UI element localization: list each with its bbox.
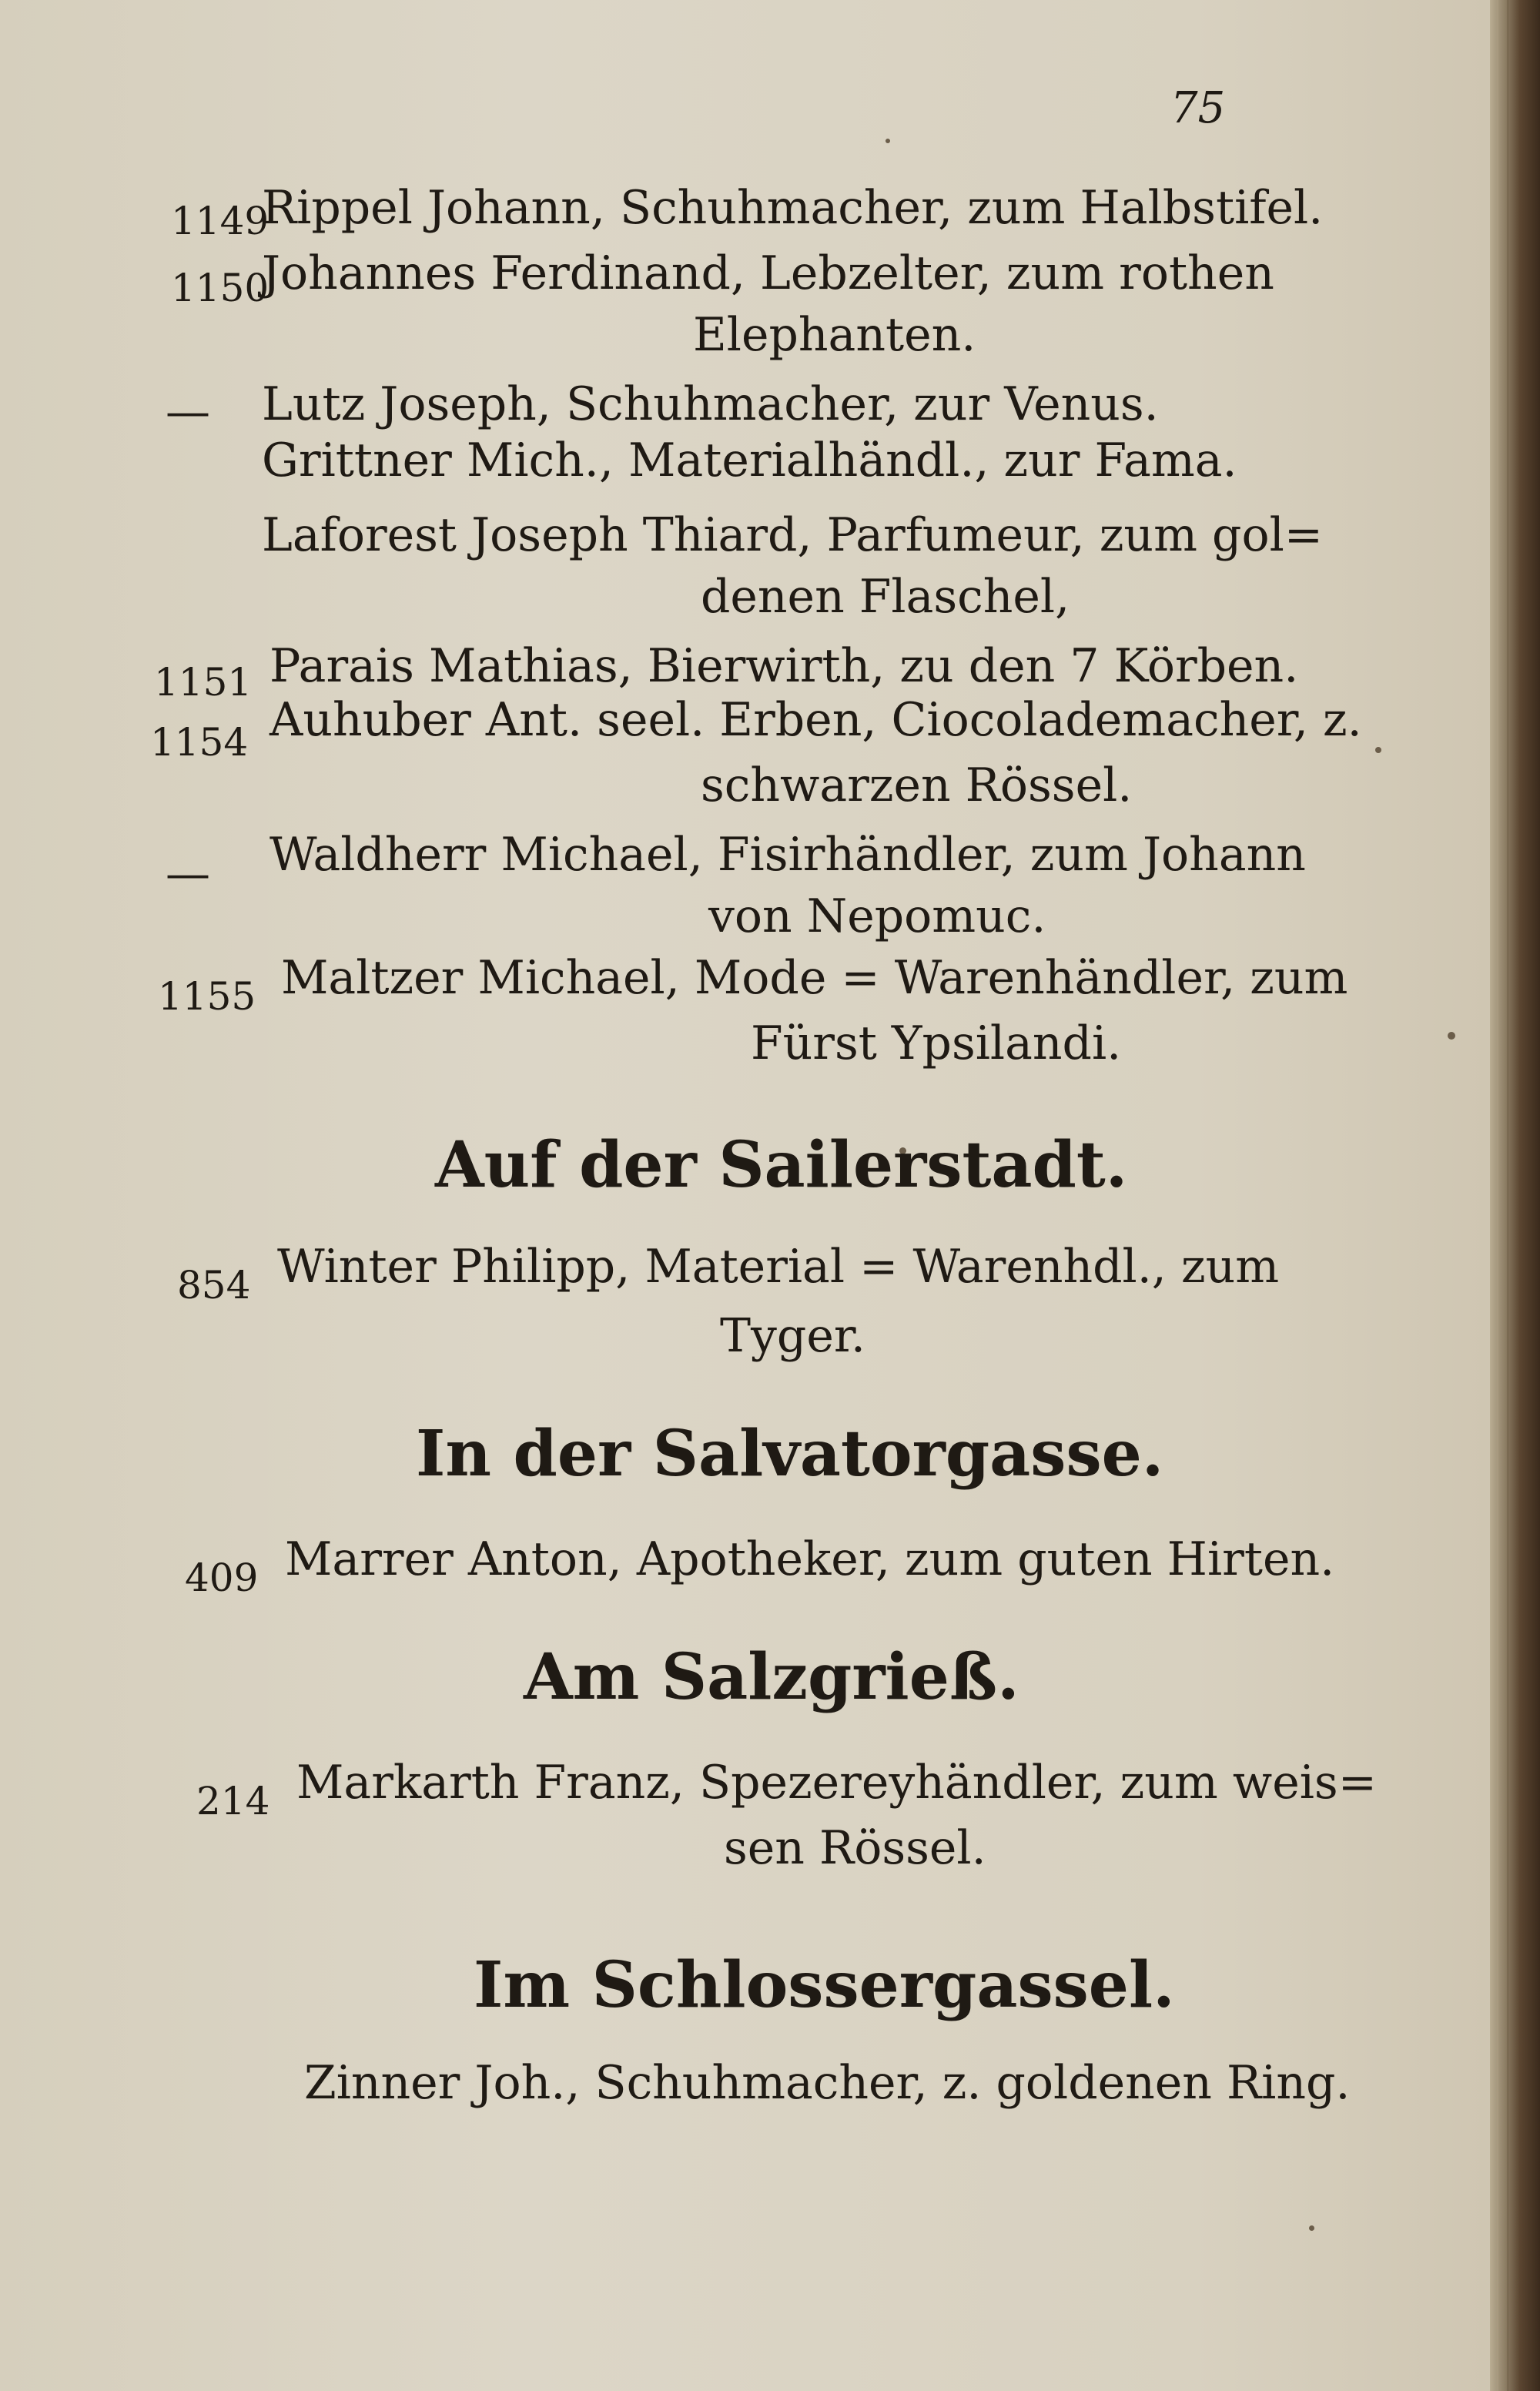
section-heading: Im Schlossergassel. [474,1948,1175,2022]
entry-continuation: von Nepomuc. [708,889,1046,943]
house-number: 1154 [150,720,249,765]
entry-text: Johannes Ferdinand, Lebzelter, zum rothen [262,246,1274,300]
house-number: 1149 [171,199,270,243]
ditto-dash: — [166,385,210,437]
entry-continuation: schwarzen Rössel. [701,758,1133,812]
house-number: 409 [185,1555,259,1600]
entry-continuation: Elephanten. [693,308,976,362]
entry-text: Maltzer Michael, Mode = Warenhändler, zum [281,951,1348,1005]
entry-text: Laforest Joseph Thiard, Parfumeur, zum gol= [262,508,1324,562]
section-heading: Auf der Sailerstadt. [435,1128,1128,1202]
entry-text: Rippel Johann, Schuhmacher, zum Halbstifel. [262,181,1324,235]
entry-text: Waldherr Michael, Fisirhändler, zum Johann [270,828,1306,882]
section-heading: Am Salzgrieß. [524,1640,1019,1714]
entry-continuation: denen Flaschel, [701,570,1070,624]
entry-continuation: sen Rössel. [724,1821,986,1875]
section-heading: In der Salvatorgasse. [416,1417,1164,1491]
entry-text: Lutz Joseph, Schuhmacher, zur Venus. [262,377,1159,431]
entry-text: Marrer Anton, Apotheker, zum guten Hirten. [285,1532,1335,1586]
ditto-dash: — [166,847,210,899]
entry-text: Zinner Joh., Schuhmacher, z. goldenen Ring. [304,2056,1351,2110]
house-number: 1150 [171,266,270,310]
entry-text: Markarth Franz, Spezereyhändler, zum weis= [296,1756,1377,1810]
book-edge [1490,0,1540,2391]
house-number: 854 [177,1263,251,1308]
entry-text: Parais Mathias, Bierwirth, zu den 7 Körben. [270,639,1299,693]
house-number: 1151 [154,660,253,705]
entry-continuation: Fürst Ypsilandi. [751,1016,1122,1070]
house-number: 1155 [158,974,256,1019]
entry-continuation: Tyger. [720,1309,865,1363]
entry-text: Grittner Mich., Materialhändl., zur Fama. [262,434,1237,487]
page-number: 75 [1170,83,1226,133]
entry-text: Winter Philipp, Material = Warenhdl., zum [277,1240,1280,1294]
entry-text: Auhuber Ant. seel. Erben, Ciocolademacher, z. [270,693,1362,747]
house-number: 214 [196,1779,270,1823]
